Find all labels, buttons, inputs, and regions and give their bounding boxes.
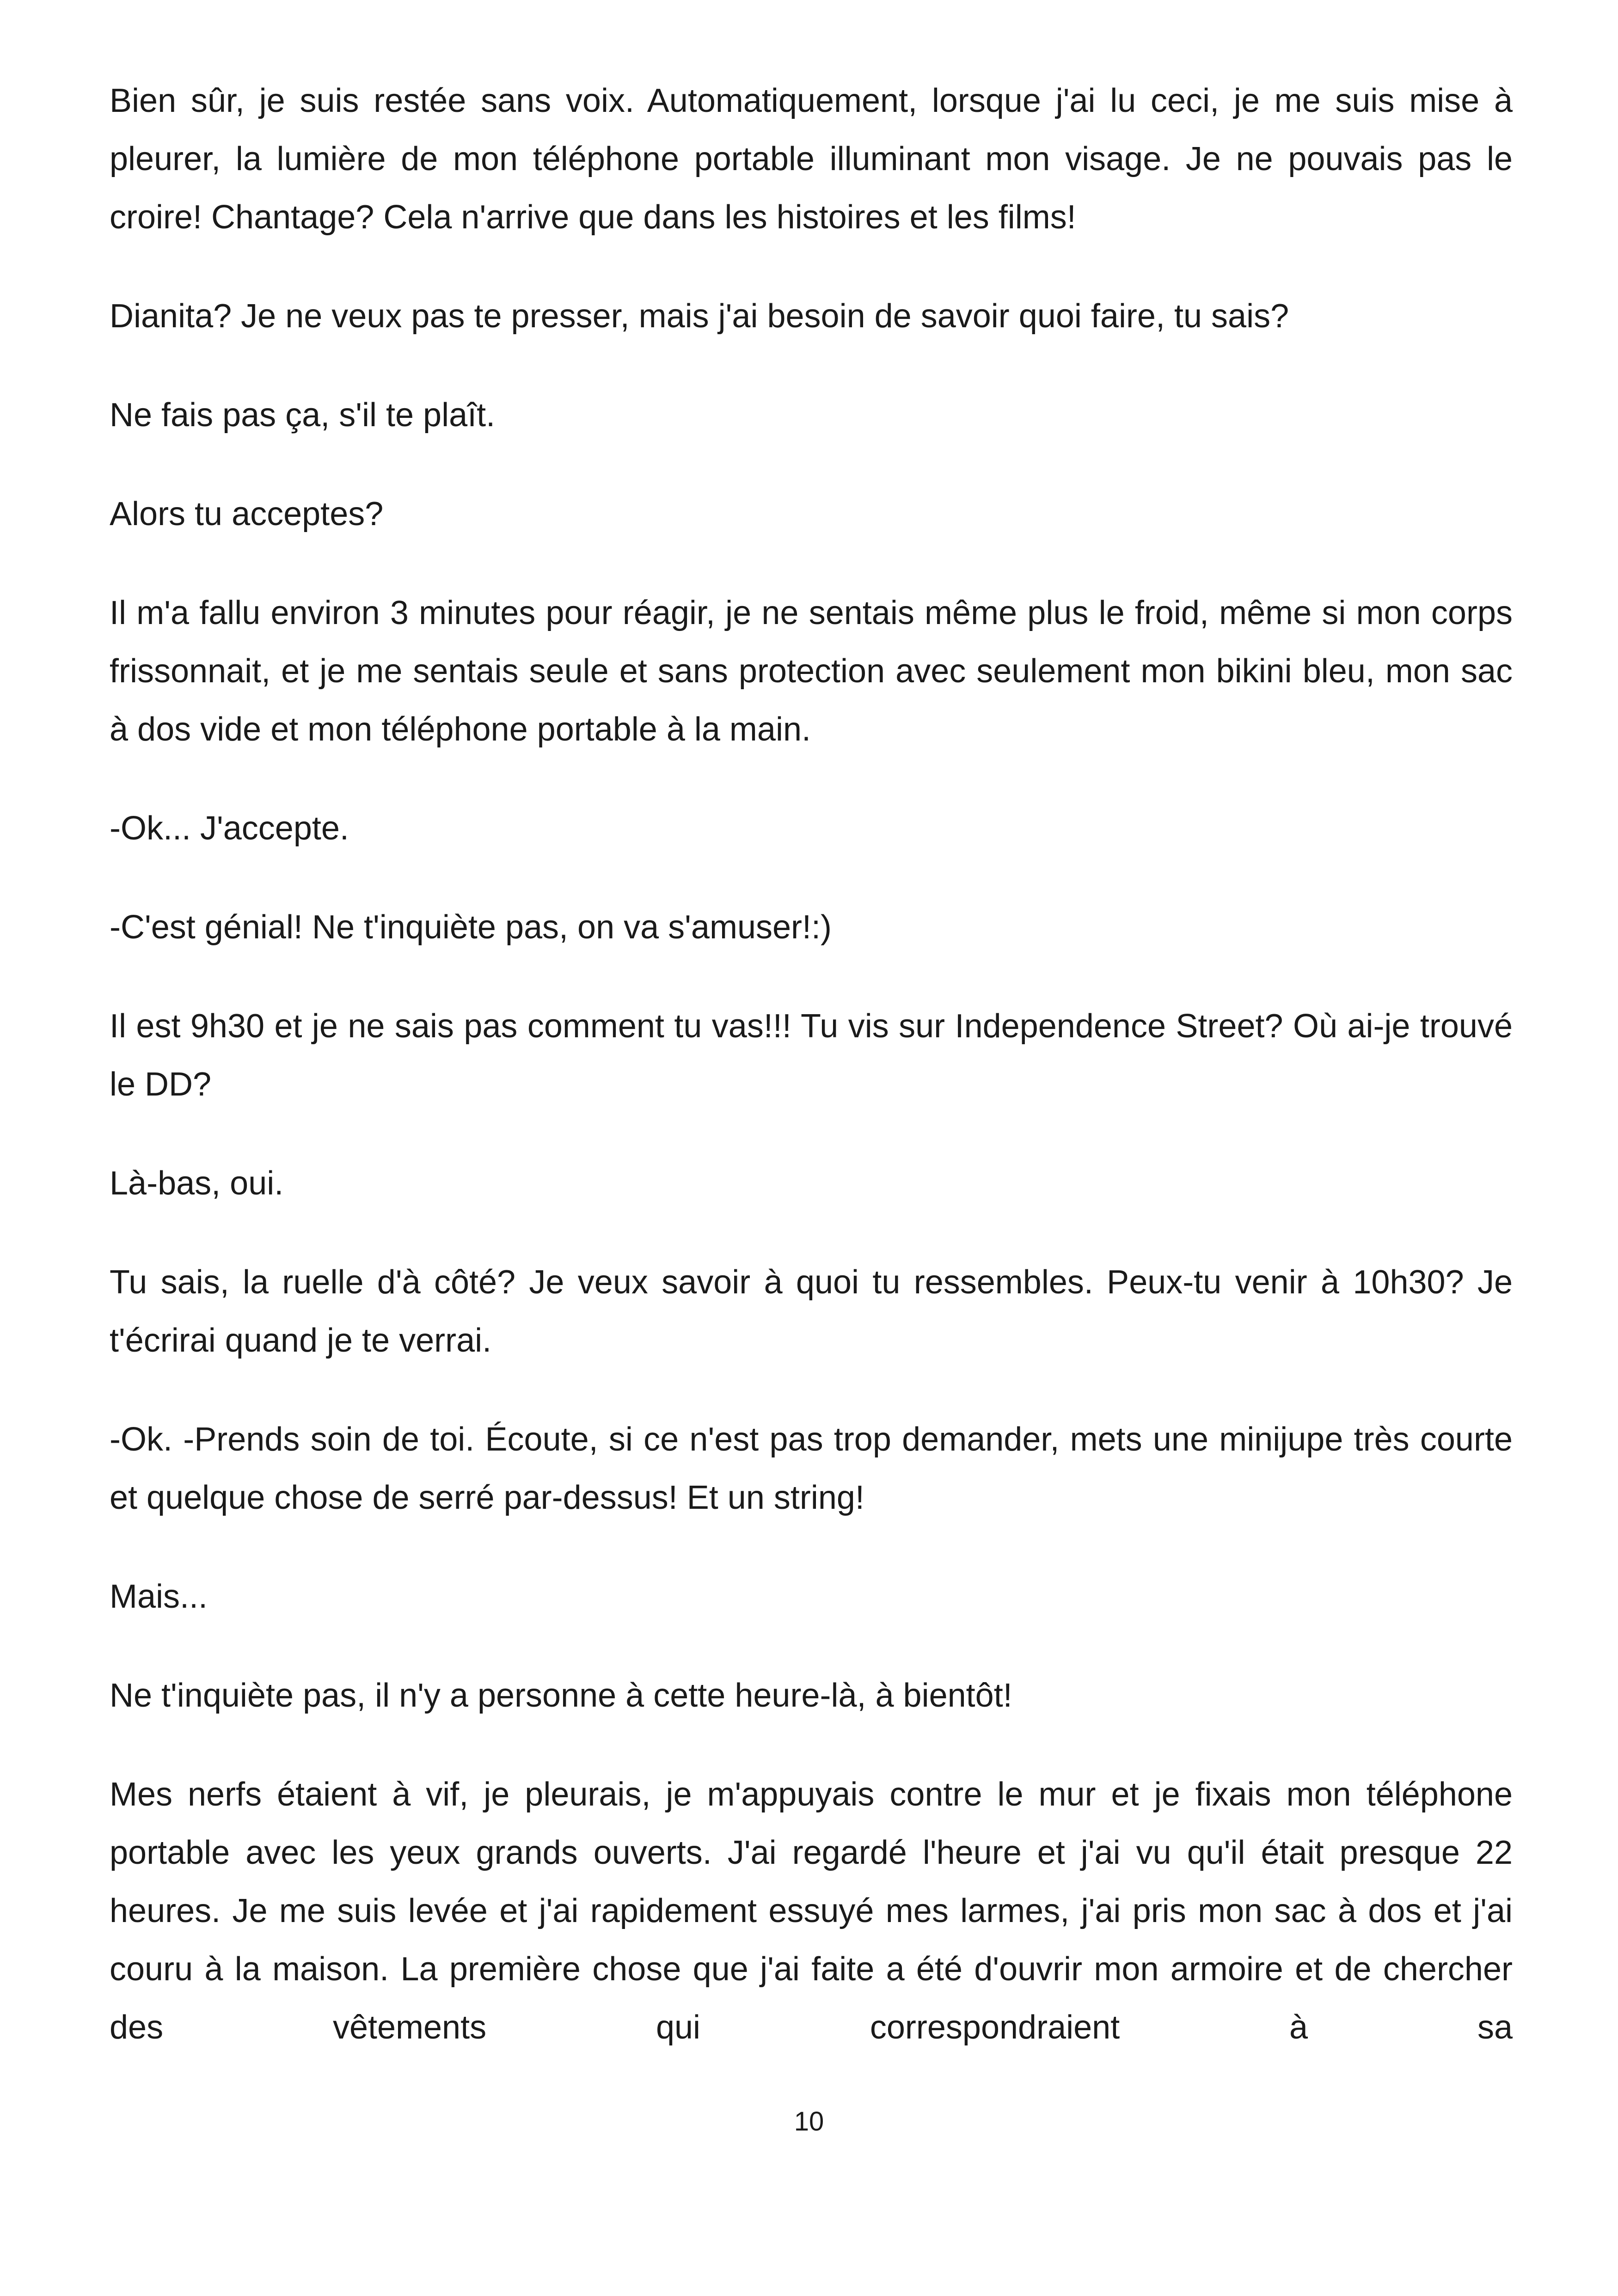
paragraph-12: Mais...: [110, 1578, 208, 1615]
paragraph-14: Mes nerfs étaient à vif, je pleurais, je m'appuyais contre le mur et je fixais mon téléphone portable avec les yeux grands ouverts. J'ai regardé l'heure et j'ai vu qu'il était presque 22 heures. Je me suis levée et j'ai rapidement essuyé mes larmes, j'ai pris mon sac à dos et j'ai couru à la maison. La première chose que j'ai faite a été d'ouvrir mon armoire et de chercher des vêtements qui correspondraient à sa: [110, 1776, 1513, 2046]
body-text: [110, 72, 1513, 2057]
page-number: 10: [794, 2106, 824, 2137]
paragraph-5: Il m'a fallu environ 3 minutes pour réagir, je ne sentais même plus le froid, même si mon corps frissonnait, et je me sentais seule et sans protection avec seulement mon bikini bleu, mon sac à dos vide et mon téléphone portable à la main.: [110, 594, 1513, 748]
paragraph-7: -C'est génial! Ne t'inquiète pas, on va s'amuser!:): [110, 909, 832, 946]
paragraph-13: Ne t'inquiète pas, il n'y a personne à cette heure-là, à bientôt!: [110, 1677, 1012, 1714]
paragraph-1: Bien sûr, je suis restée sans voix. Automatiquement, lorsque j'ai lu ceci, je me suis mise à pleurer, la lumière de mon téléphone portable illuminant mon visage. Je ne pouvais pas le croire! Chantage? Cela n'arrive que dans les histoires et les films!: [110, 82, 1513, 236]
paragraph-9: Là-bas, oui.: [110, 1165, 284, 1202]
paragraph-8: Il est 9h30 et je ne sais pas comment tu vas!!! Tu vis sur Independence Street? Où ai-je trouvé le DD?: [110, 1008, 1513, 1103]
paragraph-3: Ne fais pas ça, s'il te plaît.: [110, 397, 496, 434]
paragraph-10: Tu sais, la ruelle d'à côté? Je veux savoir à quoi tu ressembles. Peux-tu venir à 10h30? Je t'écrirai quand je te verrai.: [110, 1264, 1513, 1359]
paragraph-6: -Ok... J'accepte.: [110, 810, 349, 847]
paragraph-4: Alors tu acceptes?: [110, 496, 384, 533]
paragraph-11: -Ok. -Prends soin de toi. Écoute, si ce n'est pas trop demander, mets une minijupe très courte et quelque chose de serré par-dessus! Et un string!: [110, 1421, 1513, 1516]
paragraph-2: Dianita? Je ne veux pas te presser, mais j'ai besoin de savoir quoi faire, tu sais?: [110, 298, 1289, 335]
